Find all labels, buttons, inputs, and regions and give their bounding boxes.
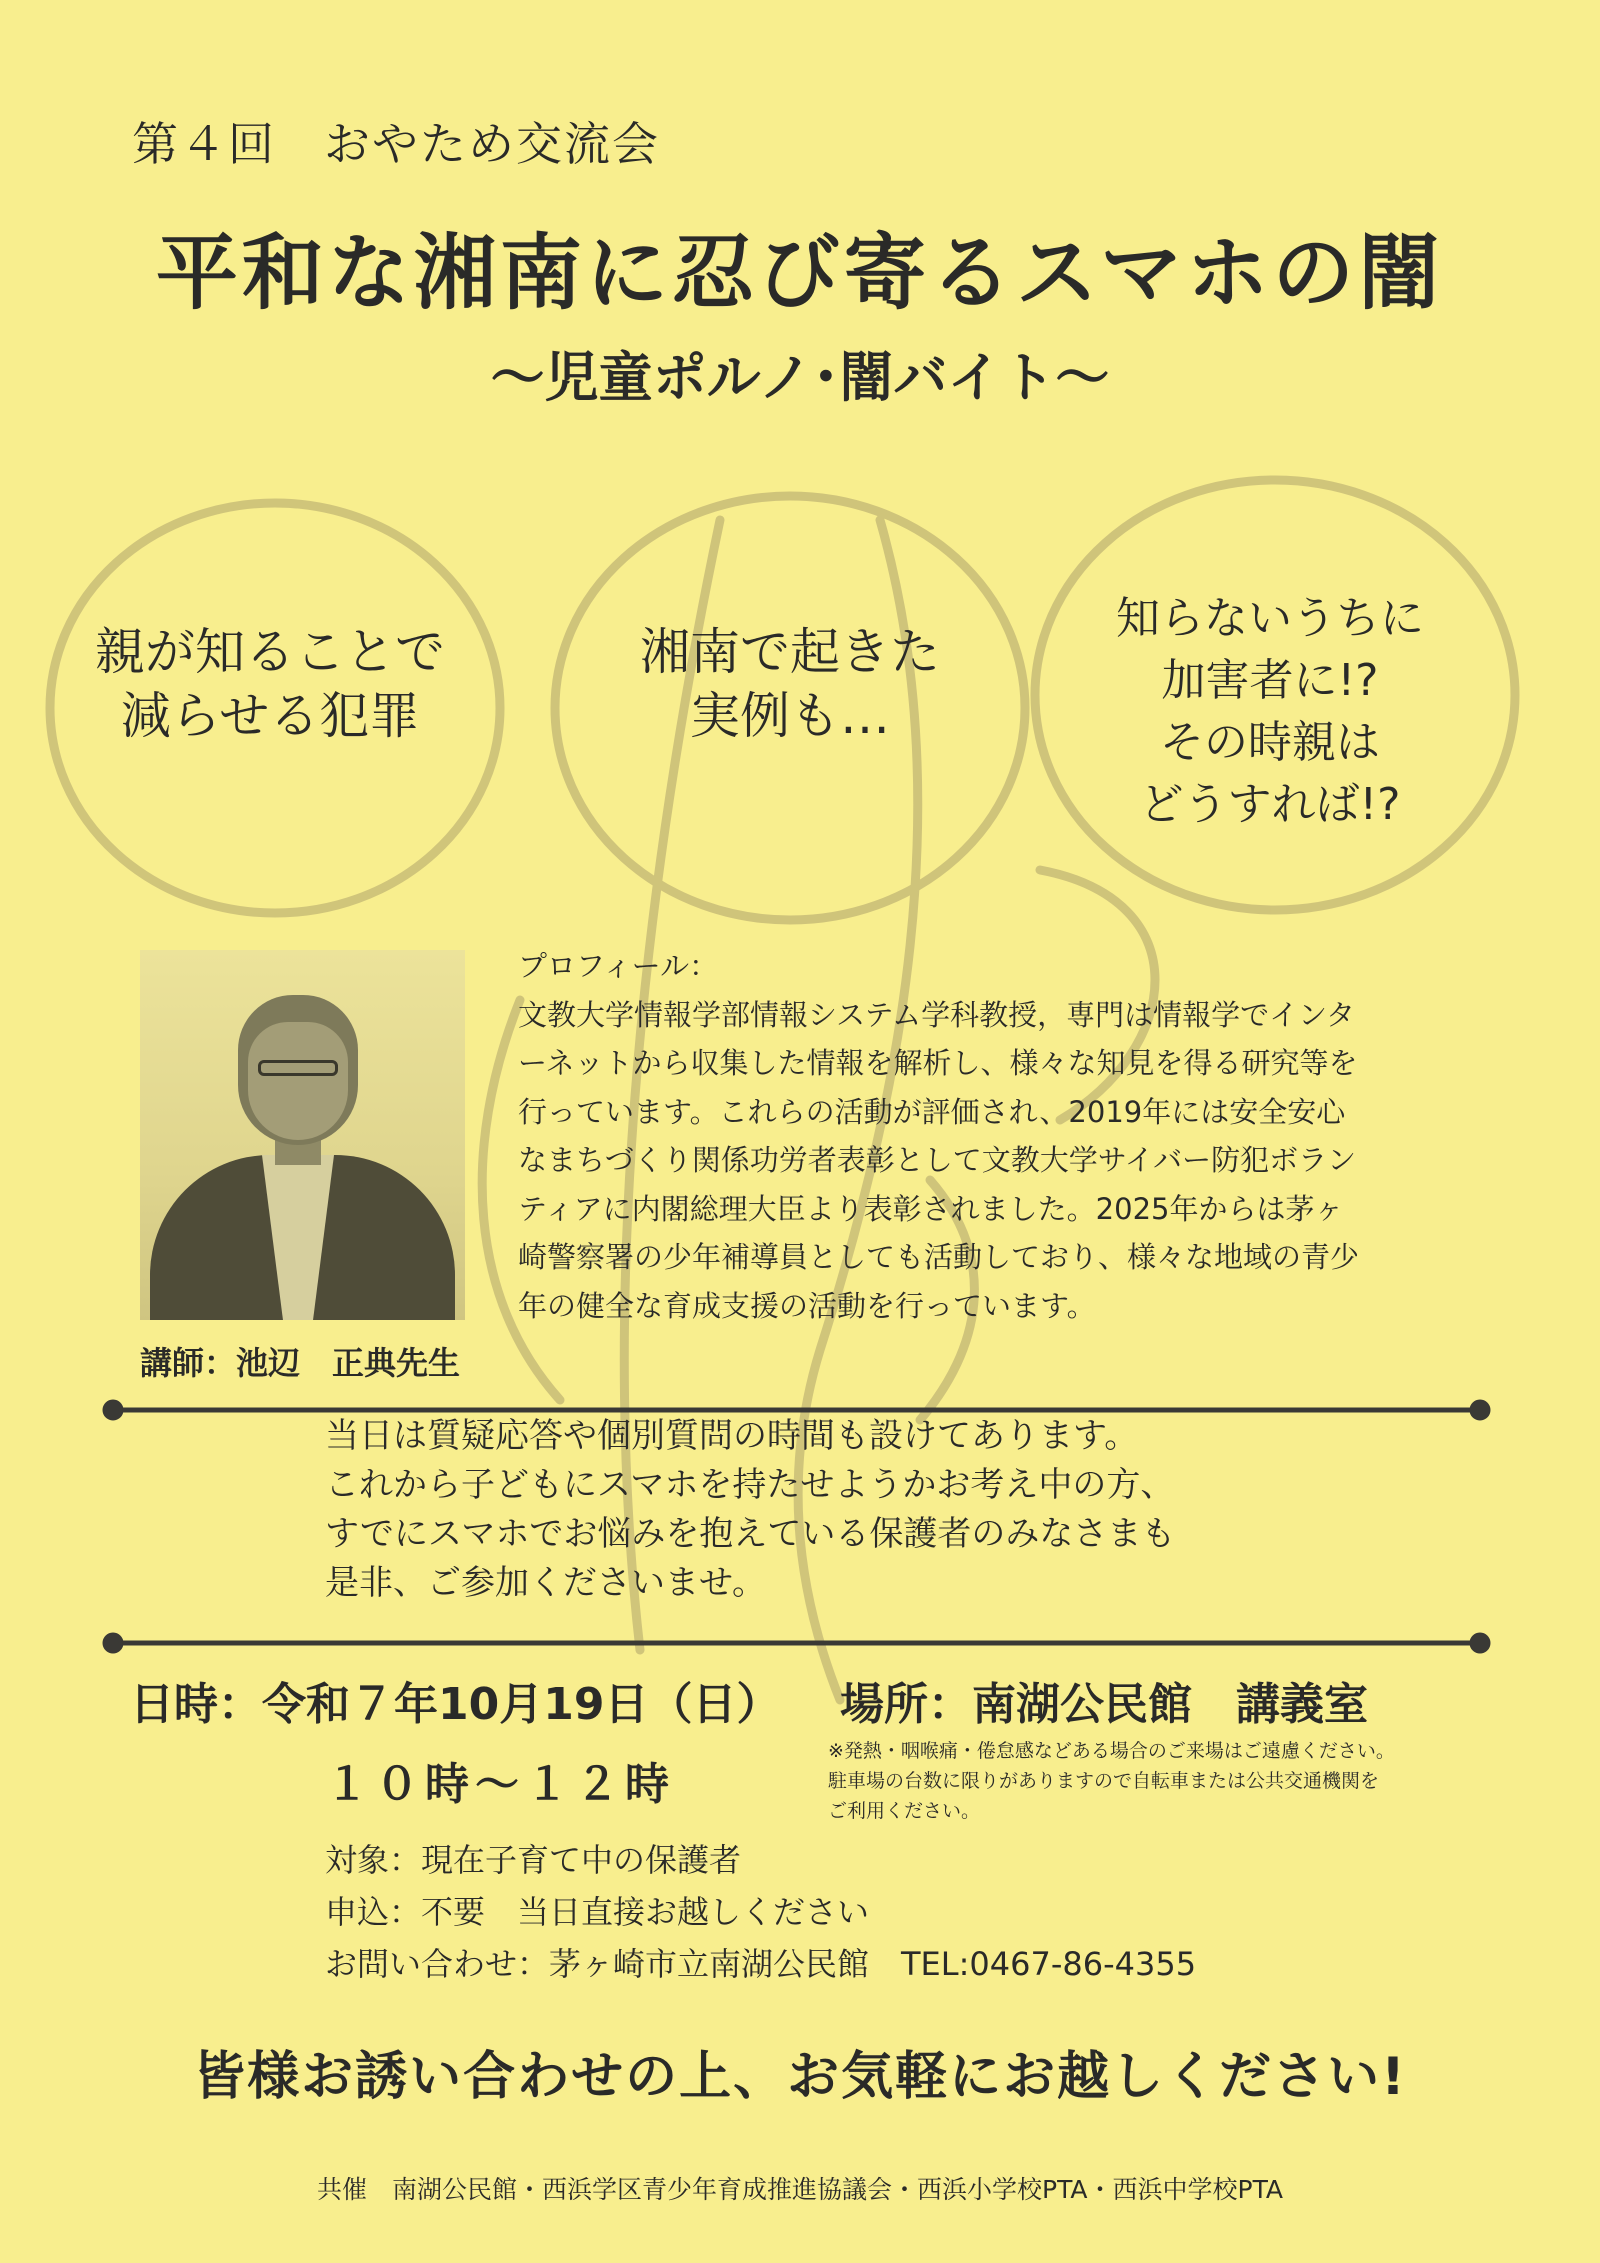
- bubble-local-examples: [580, 620, 1000, 748]
- event-place: 場所：南湖公民館 講義室: [840, 1679, 1368, 1730]
- contact-info: お問い合わせ：茅ヶ崎市立南湖公民館 TEL:0467-86-4355: [325, 1945, 1197, 1983]
- event-details: [325, 1834, 1196, 1990]
- bubble-line: どうすれば!?: [1139, 779, 1401, 830]
- bubble-line: その時親は: [1160, 717, 1380, 768]
- bubble-line: 減らせる犯罪: [120, 687, 420, 745]
- divider-dot-top-left: [103, 1400, 123, 1420]
- divider-dot-bottom-left: [103, 1633, 123, 1653]
- event-time: １０時～１２時: [325, 1759, 675, 1810]
- note-line: ※発熱・咽喉痛・倦怠感などある場合のご来場はご遠慮ください。: [828, 1740, 1395, 1762]
- bubble-crime-prevention: [70, 620, 470, 748]
- divider-dot-top-right: [1470, 1400, 1490, 1420]
- speaker-name: 講師：池辺 正典先生: [140, 1344, 461, 1382]
- closing-message: 皆様お誘い合わせの上、お気軽にお越しください!: [193, 2047, 1407, 2107]
- profile-line: 文教大学情報学部情報システム学科教授，専門は情報学でインタ: [518, 997, 1355, 1032]
- bubble-line: 実例も…: [690, 687, 890, 745]
- note-line: 駐車場の台数に限りがありますので自転車または公共交通機関を: [828, 1770, 1380, 1792]
- profile-line: 年の健全な育成支援の活動を行っています。: [518, 1288, 1096, 1323]
- invitation-line: すでにスマホでお悩みを抱えている保護者のみなさまも: [325, 1514, 1176, 1554]
- profile-line: ティアに内閣総理大臣より表彰されました。2025年からは茅ヶ: [518, 1191, 1344, 1226]
- event-date: 日時：令和７年10月19日（日）: [130, 1679, 781, 1730]
- speaker-photo: [140, 950, 465, 1320]
- invitation-line: これから子どもにスマホを持たせようかお考え中の方、: [325, 1465, 1175, 1505]
- divider-dot-bottom-right: [1470, 1633, 1490, 1653]
- bubble-line: 加害者に!?: [1161, 655, 1379, 706]
- bubble-line: 知らないうちに: [1116, 593, 1424, 644]
- invitation-text: [325, 1412, 1175, 1608]
- event-number: 第４回 おやため交流会: [132, 117, 660, 171]
- co-hosts: 共催 南湖公民館・西浜学区青少年育成推進協議会・西浜小学校PTA・西浜中学校PTA: [316, 2175, 1284, 2204]
- page-subtitle: ～児童ポルノ･闇バイト～: [490, 346, 1110, 409]
- bubble-line: 湘南で起きた: [640, 623, 940, 681]
- attendance-notes: [828, 1736, 1395, 1826]
- profile-line: 崎警察署の少年補導員としても活動しており、様々な地域の青少: [518, 1240, 1360, 1274]
- bubble-unknowing-offender: [1060, 588, 1480, 836]
- speaker-profile: [518, 942, 1478, 1330]
- bubble-line: 親が知ることで: [95, 623, 445, 681]
- profile-line: 行っています。これらの活動が評価され、2019年には安全安心: [518, 1094, 1346, 1129]
- profile-heading: プロフィール：: [518, 949, 719, 983]
- page-title: 平和な湘南に忍び寄るスマホの闇: [155, 226, 1445, 321]
- invitation-line: 当日は質疑応答や個別質問の時間も設けてあります。: [325, 1416, 1139, 1456]
- profile-line: なまちづくり関係功労者表彰として文教大学サイバー防犯ボラン: [518, 1143, 1357, 1177]
- note-line: ご利用ください。: [828, 1800, 981, 1822]
- target-audience: 対象：現在子育て中の保護者: [325, 1841, 742, 1879]
- profile-line: ーネットから収集した情報を解析し、様々な知見を得る研究等を: [518, 1046, 1358, 1080]
- invitation-line: 是非、ご参加くださいませ。: [325, 1563, 766, 1603]
- application-info: 申込：不要 当日直接お越しください: [325, 1893, 870, 1931]
